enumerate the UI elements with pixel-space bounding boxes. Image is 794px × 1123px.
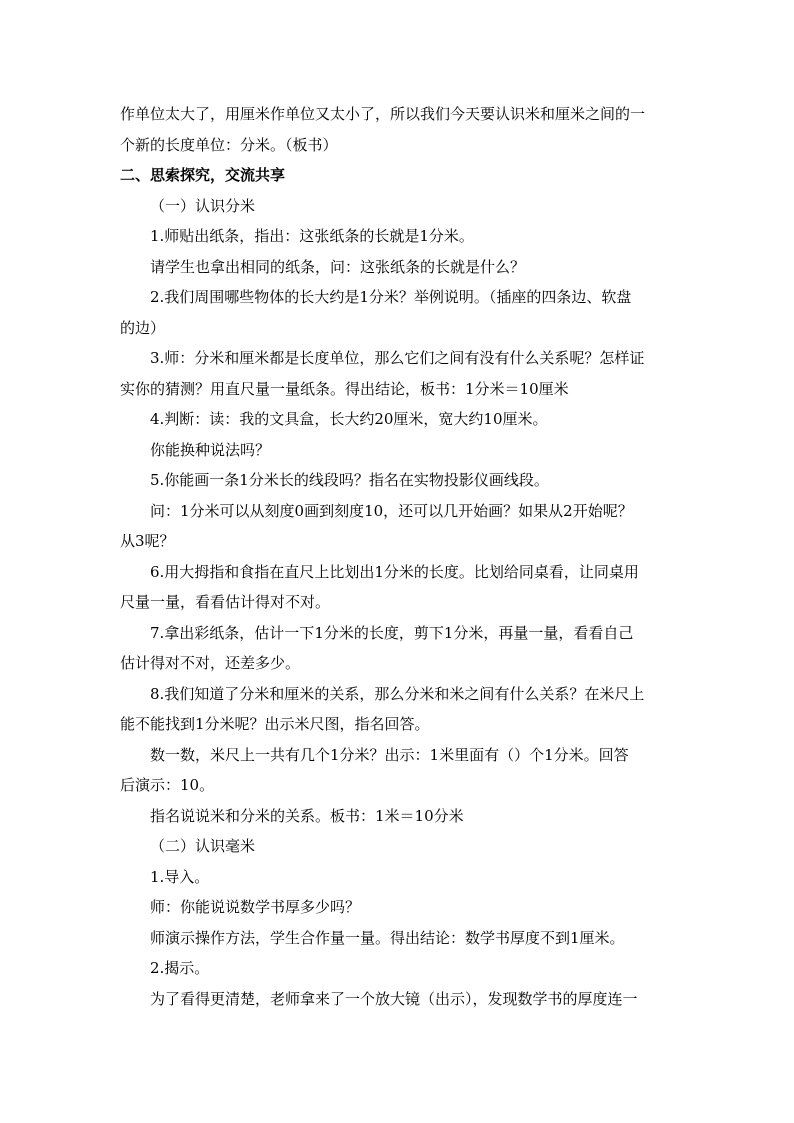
- document-page: [120, 99, 676, 1014]
- text-line: 师：你能说说数学书厚多少吗？: [150, 898, 361, 916]
- text-line: （一）认识分米: [150, 196, 256, 215]
- text-line: 为了看得更清楚，老师拿来了一个放大镜（出示），发现数学书的厚度连一: [150, 989, 638, 1008]
- text-line: （二）认识毫米: [150, 837, 256, 855]
- text-line: 作单位太大了，用厘米作单位又太小了，所以我们今天要认识米和厘米之间的一: [120, 105, 646, 123]
- text-line: 师演示操作方法，学生合作量一量。得出结论：数学书厚度不到1厘米。: [150, 928, 625, 947]
- text-line: 6.用大拇指和食指在直尺上比划出1分米的长度。比划给同桌看，让同桌用: [150, 562, 639, 581]
- text-line: 从3呢？: [120, 532, 175, 550]
- text-line: 3.师：分米和厘米都是长度单位，那么它们之间有没有什么关系呢？怎样证: [150, 349, 645, 367]
- text-line: 实你的猜测？用直尺量一量纸条。得出结论，板书：1分米＝10厘米: [120, 379, 569, 398]
- text-line: 8.我们知道了分米和厘米的关系，那么分米和米之间有什么关系？在米尺上: [150, 684, 645, 703]
- text-line: 个新的长度单位：分米。（板书）: [120, 135, 338, 154]
- text-line: 你能换种说法吗？: [150, 440, 271, 459]
- text-line: 1.导入。: [150, 867, 210, 886]
- text-line: 后演示：10。: [120, 776, 215, 794]
- text-line: 1.师贴出纸条，指出：这张纸条的长就是1分米。: [150, 227, 474, 245]
- text-line: 的边）: [120, 318, 166, 337]
- text-line: 请学生也拿出相同的纸条，问：这张纸条的长就是什么？: [150, 257, 526, 276]
- text-line: 能不能找到1分米呢？出示米尺图，指名回答。: [120, 715, 430, 733]
- text-line: 问：1分米可以从刻度0画到刻度10，还可以几开始画？如果从2开始呢？: [150, 501, 633, 520]
- text-line: 尺量一量，看看估计得对不对。: [120, 593, 331, 611]
- text-line: 指名说说米和分米的关系。板书：1米＝10分米: [150, 806, 464, 825]
- section-heading: 二、思索探究，交流共享: [120, 166, 286, 184]
- text-line: 2.我们周围哪些物体的长大约是1分米？举例说明。（插座的四条边、软盘: [150, 288, 632, 306]
- text-line: 4.判断：读：我的文具盒，长大约20厘米，宽大约10厘米。: [150, 410, 548, 428]
- text-line: 5.你能画一条1分米长的线段吗？指名在实物投影仪画线段。: [150, 471, 549, 489]
- text-line: 估计得对不对，还差多少。: [120, 654, 301, 672]
- text-line: 2.揭示。: [150, 959, 210, 977]
- text-line: 7.拿出彩纸条，估计一下1分米的长度，剪下1分米，再量一量，看看自己: [150, 623, 634, 642]
- text-line: 数一数，米尺上一共有几个1分米？出示：1米里面有（）个1分米。回答: [150, 745, 629, 764]
